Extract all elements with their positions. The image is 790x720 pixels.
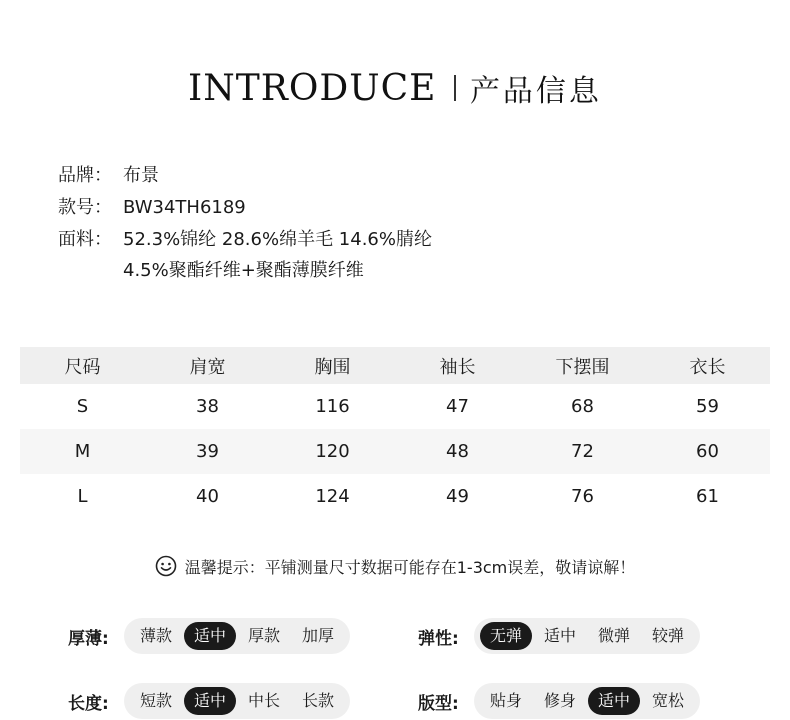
tip-text: 温馨提示：平铺测量尺寸数据可能存在1-3cm误差，敬请谅解！ [184,557,636,577]
attr-thickness [68,618,350,654]
attr-options [474,618,700,654]
model-value: BW34TH6189 [123,197,246,218]
table-cell: M [74,441,91,462]
attr-option: 微弹 [598,626,631,645]
table-row [20,474,770,519]
attr-option: 长款 [302,691,335,710]
table-cell: 39 [196,441,219,462]
header-chest: 胸围 [314,356,351,378]
attr-elasticity [418,618,700,654]
attr-option: 加厚 [302,626,335,645]
attr-option: 修身 [544,691,577,710]
header-hem: 下摆围 [555,356,610,378]
attr-option: 薄款 [140,626,173,645]
table-cell: 59 [696,396,719,417]
table-cell: 38 [196,396,219,417]
title-english: INTRODUCE [188,67,437,109]
header-shoulder: 肩宽 [189,356,226,378]
header-size: 尺码 [64,356,101,378]
attr-option: 中长 [248,691,281,710]
table-cell: 76 [571,486,594,507]
title-chinese: 产品信息 [469,74,602,109]
table-cell: 60 [696,441,719,462]
size-table [20,347,770,519]
attr-label: 长度: [68,693,109,714]
table-row [20,384,770,429]
table-row [20,429,770,474]
title-divider [454,75,456,101]
attr-label: 版型: [418,693,459,714]
fabric-value-line1: 52.3%锦纶 28.6%绵羊毛 14.6%腈纶 [123,229,432,250]
attr-label: 弹性: [418,628,459,649]
smiley-icon [155,555,177,577]
attr-option: 厚款 [248,626,281,645]
measurement-tip [0,553,790,579]
table-cell: 124 [315,486,350,507]
attr-option: 适中 [544,626,577,645]
attr-fit [418,683,700,719]
attr-option: 宽松 [652,691,685,710]
table-cell: 68 [571,396,594,417]
table-cell: 120 [315,441,350,462]
product-info [58,160,432,288]
attr-option-selected: 适中 [184,622,236,650]
header-sleeve: 袖长 [439,356,476,378]
attr-options [124,683,350,719]
brand-row [58,160,432,192]
table-cell: S [76,396,89,417]
fabric-row [58,224,432,256]
brand-label: 品牌： [58,165,112,186]
attr-label: 厚薄: [68,628,109,649]
page-title [0,66,790,110]
table-cell: 47 [446,396,469,417]
table-cell: 61 [696,486,719,507]
table-cell: 40 [196,486,219,507]
attr-option-selected: 无弹 [480,622,532,650]
fabric-value-line2: 4.5%聚酯纤维+聚酯薄膜纤维 [123,260,364,281]
attr-option: 贴身 [490,691,523,710]
table-cell: L [77,486,88,507]
table-cell: 48 [446,441,469,462]
attr-options [474,683,700,719]
table-cell: 72 [571,441,594,462]
model-label: 款号： [58,197,112,218]
header-length: 衣长 [689,356,726,378]
attr-option: 短款 [140,691,173,710]
attr-option: 较弹 [652,626,685,645]
attr-option-selected: 适中 [184,687,236,715]
size-table-header [20,347,770,384]
table-cell: 116 [315,396,350,417]
brand-value: 布景 [123,165,159,186]
fabric-label: 面料： [58,229,112,250]
table-cell: 49 [446,486,469,507]
attr-length [68,683,350,719]
attr-option-selected: 适中 [588,687,640,715]
attr-options [124,618,350,654]
model-row [58,192,432,224]
